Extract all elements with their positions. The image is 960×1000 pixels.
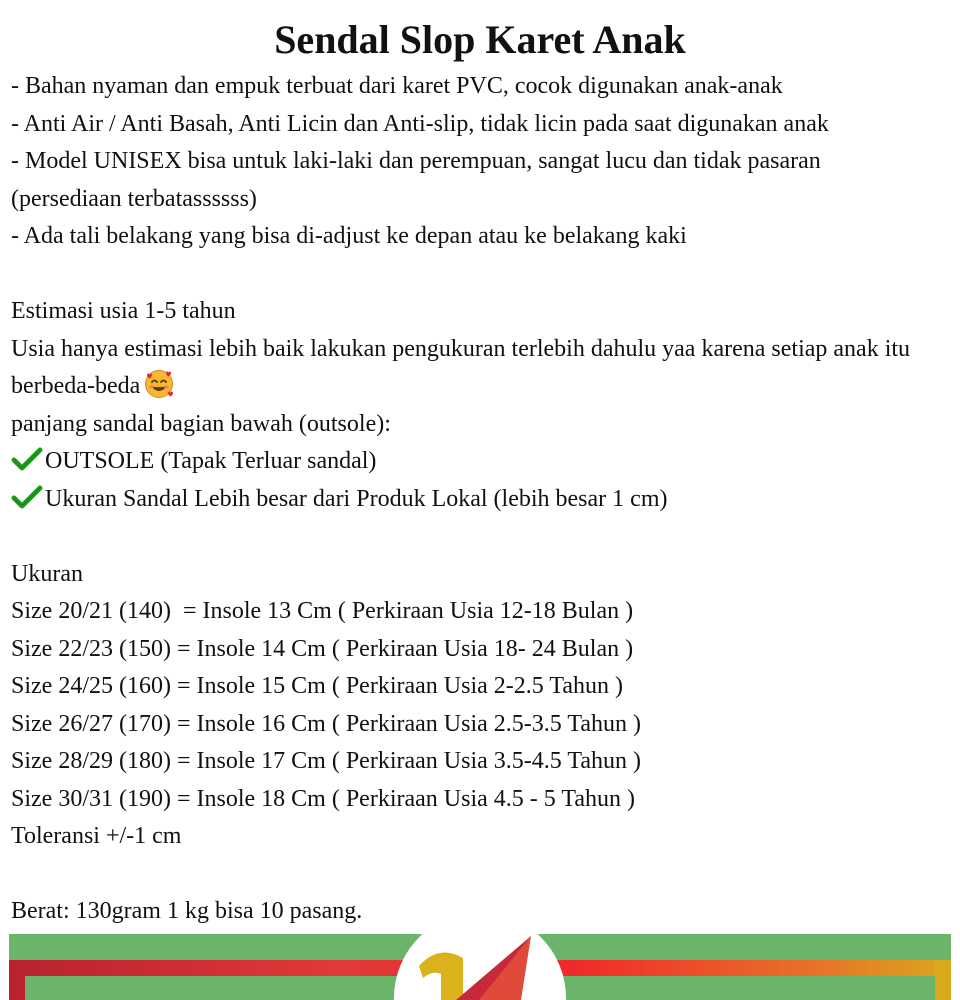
spacer (11, 256, 951, 294)
size-row: Size 28/29 (180) = Insole 17 Cm ( Perkiraan Usia 3.5-4.5 Tahun ) (11, 748, 641, 774)
spacer (11, 856, 951, 894)
size-row: Size 30/31 (190) = Insole 18 Cm ( Perkiraan Usia 4.5 - 5 Tahun ) (11, 785, 635, 812)
check-mark-icon (11, 446, 43, 470)
check-item (11, 443, 951, 481)
check-item-text: OUTSOLE (Tapak Terluar sandal) (45, 448, 377, 474)
product-description (11, 68, 951, 931)
product-banner-image (9, 934, 951, 1000)
smiling-face-with-hearts-icon (144, 369, 174, 399)
check-item (11, 481, 951, 519)
check-mark-icon (11, 484, 43, 508)
size-row: Size 20/21 (140) = Insole 13 Cm ( Perkiraan Usia 12-18 Bulan ) (11, 598, 634, 624)
feature-line: - Ada tali belakang yang bisa di-adjust ke depan atau ke belakang kaki (11, 223, 687, 249)
product-title: Sendal Slop Karet Anak (274, 17, 686, 62)
size-row: Size 26/27 (170) = Insole 16 Cm ( Perkiraan Usia 2.5-3.5 Tahun ) (11, 710, 641, 737)
size-tolerance: Toleransi +/-1 cm (11, 823, 182, 849)
age-note (11, 331, 946, 406)
size-row: Size 24/25 (160) = Insole 15 Cm ( Perkiraan Usia 2-2.5 Tahun ) (11, 673, 623, 699)
feature-line: - Bahan nyaman dan empuk terbuat dari karet PVC, cocok digunakan anak-anak (11, 73, 783, 99)
check-item-text: Ukuran Sandal Lebih besar dari Produk Lokal (lebih besar 1 cm) (45, 485, 668, 512)
age-note-text: Usia hanya estimasi lebih baik lakukan pengukuran terlebih dahulu yaa karena setiap anak itu berbeda-beda (11, 335, 911, 399)
sizes-heading: Ukuran (11, 560, 83, 587)
size-row: Size 22/23 (150) = Insole 14 Cm ( Perkiraan Usia 18- 24 Bulan ) (11, 635, 634, 662)
weight-info: Berat: 130gram 1 kg bisa 10 pasang. (11, 898, 363, 924)
outsole-label: panjang sandal bagian bawah (outsole): (11, 410, 391, 437)
spacer (11, 518, 951, 556)
feature-line: - Model UNISEX bisa untuk laki-laki dan perempuan, sangat lucu dan tidak pasaran (persediaan terbatassssss) (11, 148, 821, 212)
feature-line: - Anti Air / Anti Basah, Anti Licin dan Anti-slip, tidak licin pada saat digunakan anak (11, 110, 829, 137)
age-estimate: Estimasi usia 1-5 tahun (11, 298, 236, 324)
